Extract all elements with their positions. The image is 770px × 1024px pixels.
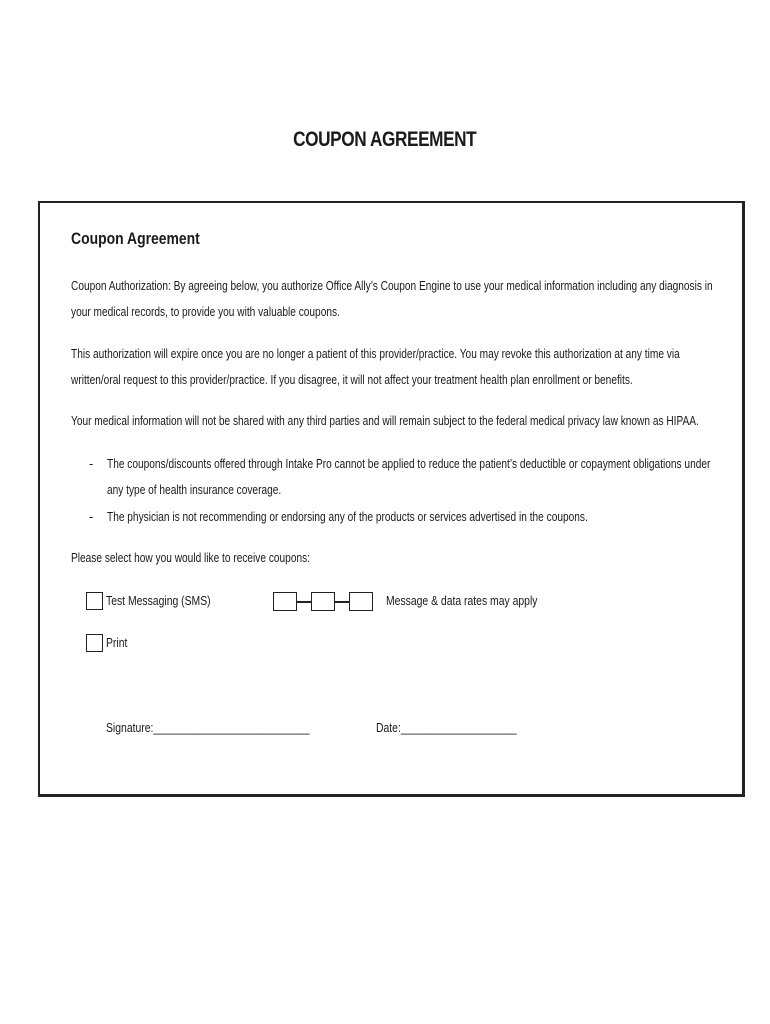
section-heading bbox=[71, 229, 228, 249]
authorization-line-1: Coupon Authorization: By agreeing below, you authorize Office Ally’s Coupon Engine to use your medical information including any diagnosis in bbox=[71, 278, 713, 293]
signature-label: Signature:___________________________ bbox=[106, 720, 310, 735]
authorization-line-2: your medical records, to provide you with valuable coupons. bbox=[71, 304, 340, 319]
authorization-paragraph bbox=[71, 273, 770, 325]
page-title-text: COUPON AGREEMENT bbox=[293, 128, 477, 151]
page-title bbox=[0, 128, 770, 152]
sms-checkbox[interactable] bbox=[86, 592, 103, 610]
sms-rates-note bbox=[386, 593, 575, 608]
date-label: Date:____________________ bbox=[376, 720, 517, 735]
sms-option-text: Test Messaging (SMS) bbox=[106, 593, 211, 608]
print-option-label bbox=[106, 635, 133, 650]
sms-rates-note-text: Message & data rates may apply bbox=[386, 593, 538, 608]
phone-prefix-box[interactable] bbox=[311, 592, 335, 611]
phone-connector-1 bbox=[297, 601, 311, 603]
select-prompt bbox=[71, 545, 377, 571]
expiration-line-1: This authorization will expire once you are no longer a patient of this provider/practice. You may revoke this authorization at any time via bbox=[71, 346, 680, 361]
date-field[interactable] bbox=[376, 720, 552, 735]
bullet-1-line-1: The coupons/discounts offered through Intake Pro cannot be applied to reduce the patient’s deductible or copayment obligations under bbox=[107, 456, 711, 471]
bullet-2-line-1: The physician is not recommending or endorsing any of the products or services advertised in the coupons. bbox=[107, 509, 588, 524]
bullet-item-1 bbox=[107, 451, 770, 503]
select-prompt-text: Please select how you would like to receive coupons: bbox=[71, 550, 310, 565]
print-checkbox[interactable] bbox=[86, 634, 103, 652]
hipaa-text: Your medical information will not be shared with any third parties and will remain subject to the federal medical privacy law known as HIPAA. bbox=[71, 413, 699, 428]
phone-area-code-box[interactable] bbox=[273, 592, 297, 611]
bullet-1-line-2: any type of health insurance coverage. bbox=[107, 482, 282, 497]
bullet-dash-1: - bbox=[89, 456, 94, 471]
hipaa-paragraph bbox=[71, 408, 770, 434]
print-option-text: Print bbox=[106, 635, 128, 650]
expiration-paragraph bbox=[71, 341, 770, 393]
coupon-agreement-form bbox=[38, 201, 745, 797]
phone-connector-2 bbox=[335, 601, 349, 603]
phone-line-number-box[interactable] bbox=[349, 592, 373, 611]
bullet-dash-2: - bbox=[89, 509, 94, 524]
section-heading-text: Coupon Agreement bbox=[71, 229, 200, 248]
expiration-line-2: written/oral request to this provider/practice. If you disagree, it will not affect your treatment health plan enrollment or benefits. bbox=[71, 372, 633, 387]
bullet-item-2 bbox=[107, 504, 723, 530]
signature-field[interactable] bbox=[106, 720, 360, 735]
sms-option-label bbox=[106, 593, 237, 608]
